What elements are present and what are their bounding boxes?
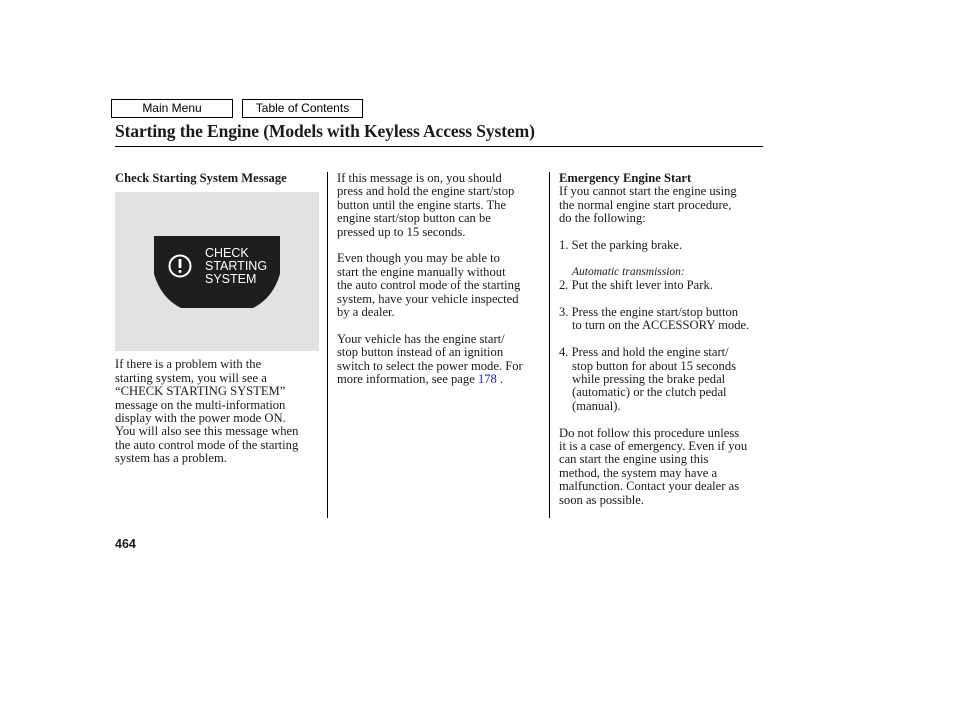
page-178-link[interactable]: 178	[477, 372, 497, 387]
link-suffix: .	[496, 372, 504, 387]
title-divider	[115, 146, 763, 147]
column-manual-start-info	[337, 172, 542, 386]
step-2: 2. Put the shift lever into Park.	[559, 278, 713, 293]
multi-information-display	[153, 234, 281, 310]
column-emergency-engine-start	[559, 172, 765, 507]
check-starting-system-display-image	[115, 192, 319, 351]
link-prefix: more information, see page	[337, 372, 478, 387]
automatic-transmission-label: Automatic transmission:	[572, 265, 685, 278]
body-line: You will also see this message when	[115, 424, 299, 439]
body-line: the auto control mode of the starting	[115, 437, 299, 452]
body-line: system, have your vehicle inspected	[337, 291, 519, 306]
body-line: button until the engine starts. The	[337, 197, 507, 212]
step-3-line: to turn on the ACCESSORY mode.	[572, 318, 750, 333]
body-line: the auto control mode of the starting	[337, 278, 521, 293]
body-line: “CHECK STARTING SYSTEM”	[115, 384, 286, 399]
body-line: starting system, you will see a	[115, 370, 267, 385]
warning-line: malfunction. Contact your dealer as	[559, 479, 740, 494]
page-number: 464	[115, 537, 136, 551]
main-menu-button[interactable]: Main Menu	[111, 99, 233, 118]
body-line: If you cannot start the engine using	[559, 184, 737, 199]
table-of-contents-button[interactable]: Table of Contents	[242, 99, 363, 118]
body-line: display with the power mode ON.	[115, 411, 286, 426]
body-line-with-link	[337, 373, 542, 386]
body-line: pressed up to 15 seconds.	[337, 224, 466, 239]
body-line: by a dealer.	[337, 305, 395, 320]
step-4-line: while pressing the brake pedal	[572, 372, 726, 387]
warning-line: can start the engine using this	[559, 452, 709, 467]
body-line: stop button instead of an ignition	[337, 345, 504, 360]
body-line: the normal engine start procedure,	[559, 197, 732, 212]
body-line: message on the multi-information	[115, 397, 286, 412]
section-heading: Emergency Engine Start	[559, 171, 692, 185]
body-line: If this message is on, you should	[337, 171, 502, 185]
step-4-line: (automatic) or the clutch pedal	[572, 385, 727, 400]
body-line: Your vehicle has the engine start/	[337, 331, 505, 346]
body-line: start the engine manually without	[337, 264, 506, 279]
body-line: system has a problem.	[115, 451, 227, 466]
step-3-line: 3. Press the engine start/stop button	[559, 305, 739, 320]
body-line: engine start/stop button can be	[337, 211, 491, 226]
body-line: If there is a problem with the	[115, 357, 262, 372]
warning-line: Do not follow this procedure unless	[559, 425, 740, 440]
body-line: do the following:	[559, 211, 646, 226]
warning-line: soon as possible.	[559, 492, 645, 507]
step-4-line: (manual).	[572, 398, 621, 413]
display-text-line1: CHECK	[205, 246, 249, 261]
display-text-line2: STARTING	[205, 259, 268, 274]
warning-line: method, the system may have a	[559, 465, 718, 480]
step-4-line: stop button for about 15 seconds	[572, 358, 737, 373]
warning-line: it is a case of emergency. Even if you	[559, 439, 748, 454]
step-4-line: 4. Press and hold the engine start/	[559, 345, 729, 360]
column-divider-2	[549, 172, 550, 518]
column-divider-1	[327, 172, 328, 518]
page-title: Starting the Engine (Models with Keyless Access System)	[115, 121, 535, 141]
body-line: press and hold the engine start/stop	[337, 184, 515, 199]
column-check-starting-system	[115, 172, 322, 466]
section-heading: Check Starting System Message	[115, 171, 287, 185]
body-line: Even though you may be able to	[337, 251, 500, 266]
step-1: 1. Set the parking brake.	[559, 238, 683, 253]
display-text-line3: SYSTEM	[205, 272, 257, 287]
body-line: switch to select the power mode. For	[337, 358, 523, 373]
